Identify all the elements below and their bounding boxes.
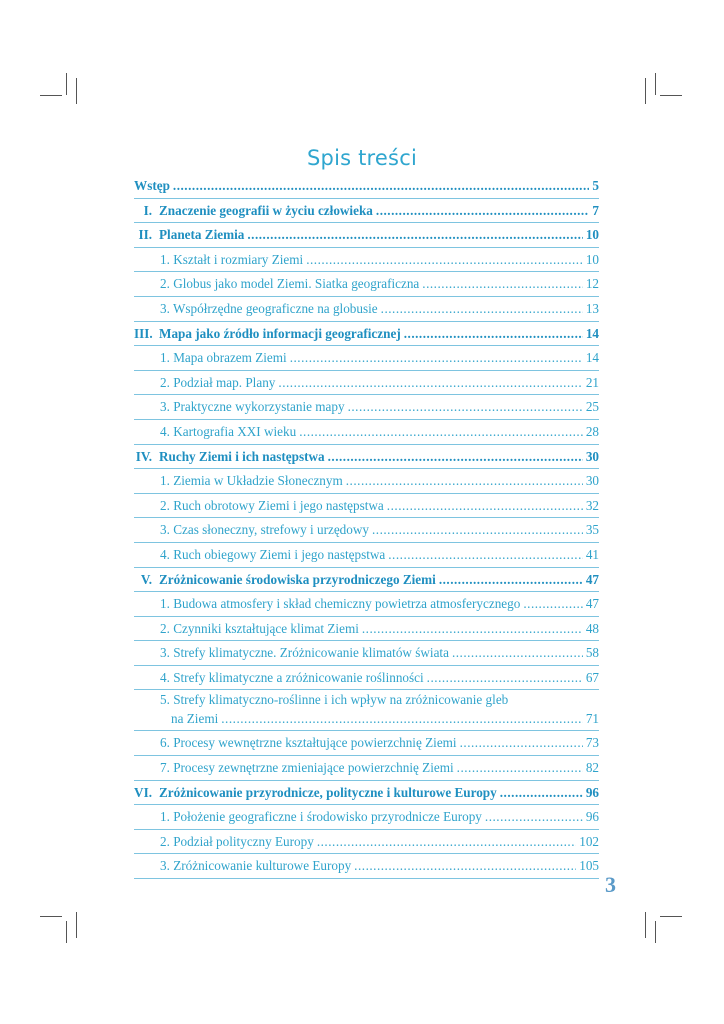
toc-entry-label: 3. Strefy klimatyczne. Zróżnicowanie klimatów świata [160,645,449,661]
toc-section-row[interactable] [134,395,599,420]
toc-section-row[interactable] [134,494,599,519]
toc-dot-leader [387,494,583,518]
toc-entry-label: Planeta Ziemia [159,227,245,243]
toc-dot-leader [388,543,583,567]
toc-section-row[interactable] [134,420,599,445]
toc-dot-leader [457,756,583,780]
toc-section-row[interactable] [134,756,599,781]
toc-entry-label: 2. Ruch obrotowy Ziemi i jego następstwa [160,497,384,513]
toc-entry-label: 6. Procesy wewnętrzne kształtujące powierzchnię Ziemi [160,735,457,751]
toc-dot-leader [427,666,583,690]
toc-section-row[interactable] [134,543,599,568]
toc-section-row[interactable] [134,731,599,756]
toc-chapter-number: I. [143,202,152,218]
toc-page-number: 58 [585,645,599,661]
toc-page-number: 30 [585,448,599,464]
toc-dot-leader [439,568,583,592]
toc-entry-label: Znaczenie geografii w życiu człowieka [159,202,373,218]
toc-dot-leader [500,781,583,805]
toc-page-number: 67 [585,669,599,685]
toc-page-number: 28 [585,423,599,439]
toc-page-number: 10 [585,227,599,243]
toc-chapter-row[interactable] [134,781,599,806]
toc-page-number: 71 [585,711,599,727]
toc-dot-leader [221,707,583,731]
toc-page-number: 47 [585,571,599,587]
toc-entry-label: Mapa jako źródło informacji geograficznej [159,325,401,341]
toc-entry-label: 2. Globus jako model Ziemi. Siatka geograficzna [160,276,420,292]
toc-entry-label: Zróżnicowanie środowiska przyrodniczego Ziemi [159,571,436,587]
toc-separator-line [134,878,599,879]
toc-dot-leader [404,322,583,346]
toc-dot-leader [346,469,583,493]
toc-page-number: 25 [585,399,599,415]
toc-entry-label: 2. Podział polityczny Europy [160,833,314,849]
toc-dot-leader [290,346,583,370]
toc-page-number: 10 [585,251,599,267]
toc-page-number: 7 [592,202,599,218]
toc-page-number: 30 [585,473,599,489]
toc-chapter-number: III. [134,325,153,341]
toc-chapter-row[interactable] [134,568,599,593]
toc-dot-leader [306,248,583,272]
toc-section-row[interactable] [134,617,599,642]
toc-dot-leader [348,395,583,419]
toc-section-row[interactable] [134,518,599,543]
toc-page-number: 102 [579,833,599,849]
toc-section-row[interactable] [134,690,599,731]
toc-page-number: 47 [585,596,599,612]
toc-dot-leader [354,854,576,878]
toc-dot-leader [362,617,583,641]
toc-dot-leader [278,371,582,395]
toc-dot-leader [523,592,582,616]
toc-dot-leader [328,445,583,469]
toc-entry-label: 1. Położenie geograficzne i środowisko przyrodnicze Europy [160,809,482,825]
toc-section-row[interactable] [134,666,599,691]
toc-entry-label: Zróżnicowanie przyrodnicze, polityczne i kulturowe Europy [159,784,497,800]
toc-chapter-row[interactable] [134,174,599,199]
toc-page-number: 82 [585,760,599,776]
toc-section-row[interactable] [134,805,599,830]
toc-page-number: 12 [585,276,599,292]
toc-page-number: 105 [579,858,599,874]
toc-chapter-row[interactable] [134,223,599,248]
toc-dot-leader [372,518,583,542]
toc-page-number: 41 [585,546,599,562]
toc-dot-leader [460,731,583,755]
toc-section-row[interactable] [134,248,599,273]
page-title: Spis treści [307,146,417,170]
toc-section-row[interactable] [134,297,599,322]
toc-page-number: 14 [585,325,599,341]
toc-chapter-row[interactable] [134,199,599,224]
toc-entry-label: 1. Budowa atmosfery i skład chemiczny powietrza atmosferycznego [160,596,521,612]
toc-section-row[interactable] [134,346,599,371]
page-number: 3 [605,872,616,897]
toc-entry-label: 2. Podział map. Plany [160,374,276,390]
toc-entry-label: 1. Mapa obrazem Ziemi [160,350,287,366]
toc-entry-label: 1. Kształt i rozmiary Ziemi [160,251,304,267]
toc-entry-label: 4. Strefy klimatyczne a zróżnicowanie roślinności [160,669,424,685]
toc-entry-label: 3. Praktyczne wykorzystanie mapy [160,399,345,415]
table-of-contents [134,174,599,879]
toc-page-number: 32 [585,497,599,513]
toc-dot-leader [247,223,582,247]
toc-dot-leader [173,174,590,198]
toc-page-number: 21 [585,374,599,390]
toc-page-number: 96 [585,809,599,825]
toc-entry-label: 3. Współrzędne geograficzne na globusie [160,300,378,316]
toc-section-row[interactable] [134,641,599,666]
toc-section-row[interactable] [134,592,599,617]
toc-dot-leader [299,420,583,444]
toc-entry-label: Wstęp [134,178,170,193]
toc-chapter-number: VI. [134,784,152,800]
toc-chapter-number: V. [140,571,152,587]
toc-entry-label: 1. Ziemia w Układzie Słonecznym [160,473,343,489]
toc-dot-leader [452,641,583,665]
toc-entry-label: 4. Kartografia XXI wieku [160,423,297,439]
toc-page-number: 96 [585,784,599,800]
toc-page-number: 5 [592,178,599,193]
toc-entry-label: na Ziemi [171,711,219,727]
toc-chapter-number: II. [138,227,152,243]
toc-section-row[interactable] [134,371,599,396]
toc-entry-label: Ruchy Ziemi i ich następstwa [159,448,325,464]
toc-entry-label: 5. Strefy klimatyczno-roślinne i ich wpływ na zróżnicowanie gleb [160,692,509,708]
toc-entry-label: 7. Procesy zewnętrzne zmieniające powierzchnię Ziemi [160,760,454,776]
toc-page-number: 13 [585,300,599,316]
toc-entry-label: 3. Zróżnicowanie kulturowe Europy [160,858,352,874]
toc-section-row[interactable] [134,469,599,494]
toc-dot-leader [317,830,576,854]
toc-section-row[interactable] [134,272,599,297]
toc-section-row[interactable] [134,830,599,855]
toc-chapter-number: IV. [135,448,152,464]
toc-entry-label: 2. Czynniki kształtujące klimat Ziemi [160,620,359,636]
toc-chapter-row[interactable] [134,445,599,470]
toc-dot-leader [381,297,583,321]
toc-page-number: 14 [585,350,599,366]
toc-dot-leader [422,272,583,296]
toc-dot-leader [376,199,590,223]
toc-entry-label: 4. Ruch obiegowy Ziemi i jego następstwa [160,546,386,562]
toc-section-row[interactable] [134,854,599,879]
toc-page-number: 35 [585,522,599,538]
toc-dot-leader [485,805,583,829]
toc-page-number: 48 [585,620,599,636]
toc-page-number: 73 [585,735,599,751]
toc-entry-label: 3. Czas słoneczny, strefowy i urzędowy [160,522,369,538]
toc-chapter-row[interactable] [134,322,599,347]
